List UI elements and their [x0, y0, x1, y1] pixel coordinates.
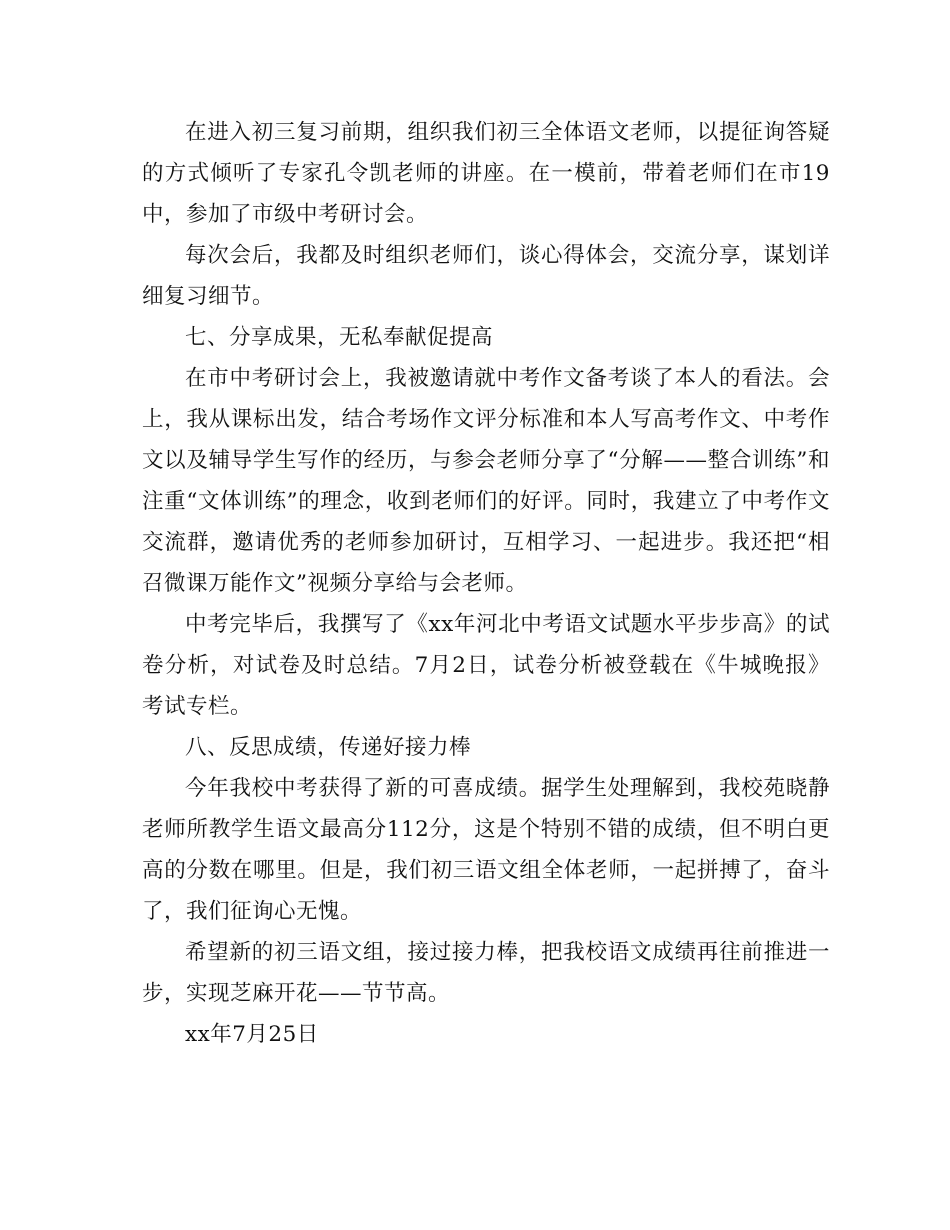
section-heading-seven: 七、分享成果，无私奉献促提高 [185, 325, 494, 350]
paragraph-review-lectures: 在进入初三复习前期，组织我们初三全体语文老师，以提征询答疑的方式倾听了专家孔令凯老师的讲座。在一模前，带着老师们在市19中，参加了市级中考研讨会。 [142, 120, 830, 227]
paragraph-results: 今年我校中考获得了新的可喜成绩。据学生处理解到，我校苑晓静老师所教学生语文最高分112分，这是个特别不错的成绩，但不明白更高的分数在哪里。但是，我们初三语文组全体老师，一起拼搏了，奋斗了，我们征询心无愧。 [142, 776, 830, 924]
paragraph-exam-analysis: 中考完毕后，我撰写了《xx年河北中考语文试题水平步步高》的试卷分析，对试卷及时总结。7月2日，试卷分析被登载在《牛城晚报》考试专栏。 [142, 612, 830, 719]
document-body [142, 112, 830, 1055]
section-heading-eight: 八、反思成绩，传递好接力棒 [185, 735, 472, 760]
paragraph-hope: 希望新的初三语文组，接过接力棒，把我校语文成绩再往前推进一步，实现芝麻开花——节节高。 [142, 940, 830, 1006]
paragraph-after-meetings: 每次会后，我都及时组织老师们，谈心得体会，交流分享，谋划详细复习细节。 [142, 243, 830, 309]
paragraph-essay-sharing: 在市中考研讨会上，我被邀请就中考作文备考谈了本人的看法。会上，我从课标出发，结合考场作文评分标准和本人写高考作文、中考作文以及辅导学生写作的经历，与参会老师分享了“分解——整合训练”和注重“文体训练”的理念，收到老师们的好评。同时，我建立了中考作文交流群，邀请优秀的老师参加研讨，互相学习、一起进步。我还把“相召微课万能作文”视频分享给与会老师。 [142, 366, 830, 596]
document-date: xx年7月25日 [185, 1022, 319, 1047]
